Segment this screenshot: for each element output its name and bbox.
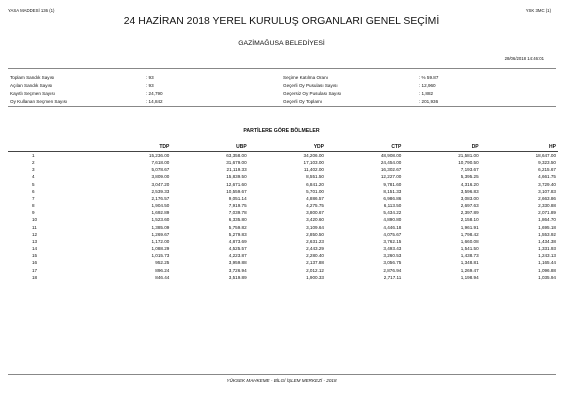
table-cell: 3,726.94 bbox=[228, 267, 247, 273]
table-cell: 1,541.50 bbox=[460, 246, 479, 252]
table-row bbox=[8, 274, 558, 281]
table-cell: 1,269.47 bbox=[460, 267, 479, 273]
division-number: 3 bbox=[32, 167, 35, 173]
table-cell: 2,539.33 bbox=[151, 188, 170, 194]
table-cell: 4,275.75 bbox=[306, 203, 324, 209]
division-number: 9 bbox=[32, 210, 35, 216]
column-header: YDP bbox=[313, 144, 324, 150]
table-cell: 1,961.91 bbox=[460, 224, 479, 230]
table-cell: 15,236.00 bbox=[148, 153, 170, 158]
table-cell: 1,035.94 bbox=[538, 274, 556, 280]
table-cell: 2,012.12 bbox=[306, 267, 324, 273]
table-cell: 63,358.00 bbox=[226, 153, 247, 158]
table-cell: 6,335.80 bbox=[228, 217, 247, 223]
table-row bbox=[8, 181, 558, 188]
divider-footer bbox=[8, 374, 556, 375]
table-cell: 1,434.38 bbox=[538, 238, 556, 244]
division-number: 16 bbox=[32, 260, 38, 266]
table-cell: 31,679.00 bbox=[226, 160, 247, 166]
table-row bbox=[8, 173, 558, 180]
table-cell: 6,841.20 bbox=[306, 181, 324, 187]
table-cell: 1,660.08 bbox=[460, 238, 479, 244]
division-number: 2 bbox=[32, 160, 35, 166]
column-header: TDP bbox=[159, 144, 170, 150]
table-cell: 7,919.75 bbox=[228, 203, 247, 209]
table-cell: 3,420.60 bbox=[306, 217, 324, 223]
district-name: GAZİMAĞUSA BELEDİYESİ bbox=[238, 40, 325, 47]
page-title: 24 HAZİRAN 2018 YEREL KURULUŞ ORGANLARI GENEL SEÇİMİ bbox=[123, 16, 440, 27]
divider-top bbox=[8, 68, 556, 69]
stat-label: Açılan Sandık Sayısı bbox=[10, 83, 53, 88]
division-number: 14 bbox=[32, 246, 38, 252]
divider-summary bbox=[8, 106, 556, 107]
table-cell: 4,075.67 bbox=[383, 231, 402, 237]
table-cell: 4,316.20 bbox=[460, 181, 479, 187]
table-cell: 4,446.18 bbox=[383, 224, 402, 230]
division-number: 7 bbox=[32, 195, 35, 201]
table-cell: 3,519.89 bbox=[228, 274, 247, 280]
table-cell: 24,454.00 bbox=[380, 160, 402, 166]
table-cell: 3,596.83 bbox=[460, 188, 479, 194]
table-cell: 16,302.67 bbox=[380, 167, 402, 173]
stat-label: Toplam Sandık Sayısı bbox=[10, 75, 55, 80]
table-cell: 17,103.00 bbox=[303, 160, 324, 166]
stat-value: : 24,790 bbox=[146, 91, 163, 96]
division-number: 18 bbox=[32, 274, 38, 280]
table-cell: 2,397.89 bbox=[460, 210, 479, 216]
table-row bbox=[8, 238, 558, 245]
table-cell: 7,618.00 bbox=[151, 160, 170, 166]
table-cell: 3,083.00 bbox=[460, 195, 479, 201]
table-cell: 846.44 bbox=[155, 274, 170, 280]
table-cell: 1,198.94 bbox=[460, 274, 479, 280]
report-timestamp: 28/06/2018 14:46:01 bbox=[504, 56, 544, 61]
table-cell: 2,280.40 bbox=[306, 253, 324, 259]
stat-label: Kayıtlı Seçmen Sayısı bbox=[10, 91, 55, 96]
table-cell: 3,959.88 bbox=[228, 260, 247, 266]
table-cell: 6,113.50 bbox=[383, 203, 402, 209]
division-number: 8 bbox=[32, 203, 35, 209]
stat-value: : 1,882 bbox=[419, 91, 434, 96]
stat-label: Geçerli Oy Pusulası Sayısı bbox=[283, 83, 338, 88]
table-row bbox=[8, 245, 558, 252]
table-cell: 5,279.83 bbox=[228, 231, 247, 237]
table-cell: 3,800.67 bbox=[306, 210, 324, 216]
table-cell: 1,243.13 bbox=[538, 253, 556, 259]
stat-value: : % 59.87 bbox=[419, 75, 439, 80]
table-cell: 2,071.89 bbox=[538, 210, 556, 216]
table-row bbox=[8, 224, 558, 231]
table-cell: 2,158.10 bbox=[460, 217, 479, 223]
table-cell: 34,206.00 bbox=[303, 153, 324, 158]
table-cell: 6,986.86 bbox=[383, 195, 402, 201]
table-cell: 5,395.25 bbox=[460, 174, 479, 180]
table-cell: 12,671.60 bbox=[226, 181, 247, 187]
division-number: 4 bbox=[32, 174, 35, 180]
table-cell: 1,385.09 bbox=[151, 224, 170, 230]
table-cell: 15,839.50 bbox=[226, 174, 247, 180]
table-cell: 1,348.81 bbox=[460, 260, 479, 266]
division-number: 15 bbox=[32, 253, 38, 259]
form-code: YSK 3MC (1) bbox=[525, 8, 551, 13]
table-cell: 10,559.67 bbox=[226, 188, 247, 194]
table-cell: 7,193.67 bbox=[460, 167, 479, 173]
table-cell: 9,781.60 bbox=[383, 181, 402, 187]
table-cell: 2,717.11 bbox=[383, 274, 402, 280]
table-cell: 5,759.82 bbox=[228, 224, 247, 230]
table-cell: 3,047.20 bbox=[151, 181, 170, 187]
table-cell: 1,695.18 bbox=[538, 224, 556, 230]
stat-value: : 14,842 bbox=[146, 99, 163, 104]
table-cell: 3,260.53 bbox=[383, 253, 402, 259]
stat-label: Geçersiz Oy Pusulası Sayısı bbox=[283, 91, 342, 96]
table-cell: 5,078.67 bbox=[151, 167, 170, 173]
table-cell: 11,402.00 bbox=[303, 167, 324, 173]
table-cell: 2,443.29 bbox=[306, 246, 324, 252]
table-cell: 1,165.44 bbox=[538, 260, 556, 266]
stat-value: : 93 bbox=[146, 75, 154, 80]
table-cell: 18,647.00 bbox=[535, 153, 556, 158]
table-cell: 3,729.40 bbox=[538, 181, 556, 187]
table-cell: 4,886.57 bbox=[306, 195, 324, 201]
table-cell: 8,551.50 bbox=[306, 174, 324, 180]
table-cell: 4,525.57 bbox=[228, 246, 247, 252]
table-cell: 3,809.00 bbox=[151, 174, 170, 180]
table-cell: 8,151.33 bbox=[383, 188, 402, 194]
table-header-row bbox=[8, 143, 558, 152]
column-header bbox=[8, 143, 94, 152]
table-row bbox=[8, 188, 558, 195]
table-row bbox=[8, 166, 558, 173]
table-cell: 7,039.78 bbox=[228, 210, 247, 216]
stat-label: Seçime Katılma Oranı bbox=[283, 75, 328, 80]
law-article-code: YASA MADDESİ 136 (1) bbox=[8, 8, 55, 13]
table-cell: 9,323.50 bbox=[538, 160, 556, 166]
table-cell: 12,227.00 bbox=[380, 174, 402, 180]
table-cell: 1,438.73 bbox=[460, 253, 479, 259]
stat-value: : 12,960 bbox=[419, 83, 436, 88]
table-cell: 48,908.00 bbox=[380, 153, 402, 158]
table-cell: 5,434.22 bbox=[383, 210, 402, 216]
table-cell: 1,523.60 bbox=[151, 217, 170, 223]
table-row bbox=[8, 159, 558, 166]
division-number: 6 bbox=[32, 188, 35, 194]
table-cell: 2,137.88 bbox=[306, 260, 324, 266]
table-cell: 3,762.15 bbox=[383, 238, 402, 244]
table-cell: 9,051.14 bbox=[228, 195, 247, 201]
table-cell: 4,890.80 bbox=[383, 217, 402, 223]
table-row bbox=[8, 202, 558, 209]
table-cell: 1,864.70 bbox=[538, 217, 556, 223]
table-cell: 21,581.00 bbox=[458, 153, 479, 158]
division-number: 5 bbox=[32, 181, 35, 187]
table-cell: 1,269.67 bbox=[151, 231, 170, 237]
division-number: 17 bbox=[32, 267, 38, 273]
table-row bbox=[8, 195, 558, 202]
table-cell: 1,088.29 bbox=[151, 246, 170, 252]
division-number: 11 bbox=[32, 224, 37, 230]
table-cell: 1,692.89 bbox=[151, 210, 170, 216]
table-cell: 1,904.50 bbox=[151, 203, 170, 209]
table-cell: 1,172.00 bbox=[151, 238, 170, 244]
column-header: UBP bbox=[236, 144, 247, 150]
table-cell: 4,873.69 bbox=[228, 238, 247, 244]
section-title: PARTİLERE GÖRE BÖLMELER bbox=[243, 128, 320, 134]
table-cell: 5,701.00 bbox=[306, 188, 324, 194]
division-number: 13 bbox=[32, 238, 38, 244]
table-cell: 6,215.67 bbox=[538, 167, 556, 173]
stat-value: : 93 bbox=[146, 83, 154, 88]
stat-value: : 201,936 bbox=[419, 99, 439, 104]
column-header: DP bbox=[471, 144, 479, 150]
table-cell: 1,015.73 bbox=[151, 253, 170, 259]
column-header: CTP bbox=[391, 144, 402, 150]
table-cell: 1,798.42 bbox=[460, 231, 479, 237]
party-divisions-table bbox=[8, 143, 558, 281]
table-row bbox=[8, 152, 558, 160]
table-cell: 1,096.88 bbox=[538, 267, 556, 273]
table-body bbox=[8, 152, 558, 281]
table-cell: 2,176.57 bbox=[151, 195, 170, 201]
table-cell: 3,493.43 bbox=[383, 246, 402, 252]
table-row bbox=[8, 267, 558, 274]
table-cell: 21,119.33 bbox=[226, 167, 247, 173]
table-cell: 3,109.64 bbox=[306, 224, 324, 230]
table-cell: 10,790.50 bbox=[458, 160, 479, 166]
table-row bbox=[8, 252, 558, 259]
table-row bbox=[8, 216, 558, 223]
stat-label: Oy Kullanan Seçmen Sayısı bbox=[10, 99, 68, 104]
table-cell: 1,900.33 bbox=[306, 274, 324, 280]
table-cell: 3,107.83 bbox=[538, 188, 556, 194]
table-cell: 2,631.23 bbox=[306, 238, 324, 244]
table-cell: 2,850.50 bbox=[306, 231, 324, 237]
footer-text: YÜKSEK MAHKEME - BİLGİ İŞLEM MERKEZİ - 2018 bbox=[226, 378, 337, 383]
table-cell: 896.24 bbox=[155, 267, 170, 273]
table-cell: 4,223.87 bbox=[228, 253, 247, 259]
table-cell: 2,876.94 bbox=[383, 267, 402, 273]
table-row bbox=[8, 209, 558, 216]
table-cell: 2,663.86 bbox=[538, 195, 556, 201]
table-cell: 1,331.93 bbox=[538, 246, 556, 252]
table-cell: 952.25 bbox=[155, 260, 170, 266]
table-row bbox=[8, 259, 558, 266]
division-number: 10 bbox=[32, 217, 38, 223]
table-cell: 2,697.63 bbox=[460, 203, 479, 209]
column-header: HP bbox=[549, 144, 556, 150]
table-row bbox=[8, 231, 558, 238]
table-cell: 3,056.75 bbox=[383, 260, 402, 266]
table-cell: 1,553.92 bbox=[538, 231, 556, 237]
stat-label: Geçerli Oy Toplamı bbox=[283, 99, 322, 104]
division-number: 1 bbox=[32, 153, 35, 158]
table-cell: 4,661.75 bbox=[538, 174, 556, 180]
table-cell: 2,330.88 bbox=[538, 203, 556, 209]
division-number: 12 bbox=[32, 231, 38, 237]
